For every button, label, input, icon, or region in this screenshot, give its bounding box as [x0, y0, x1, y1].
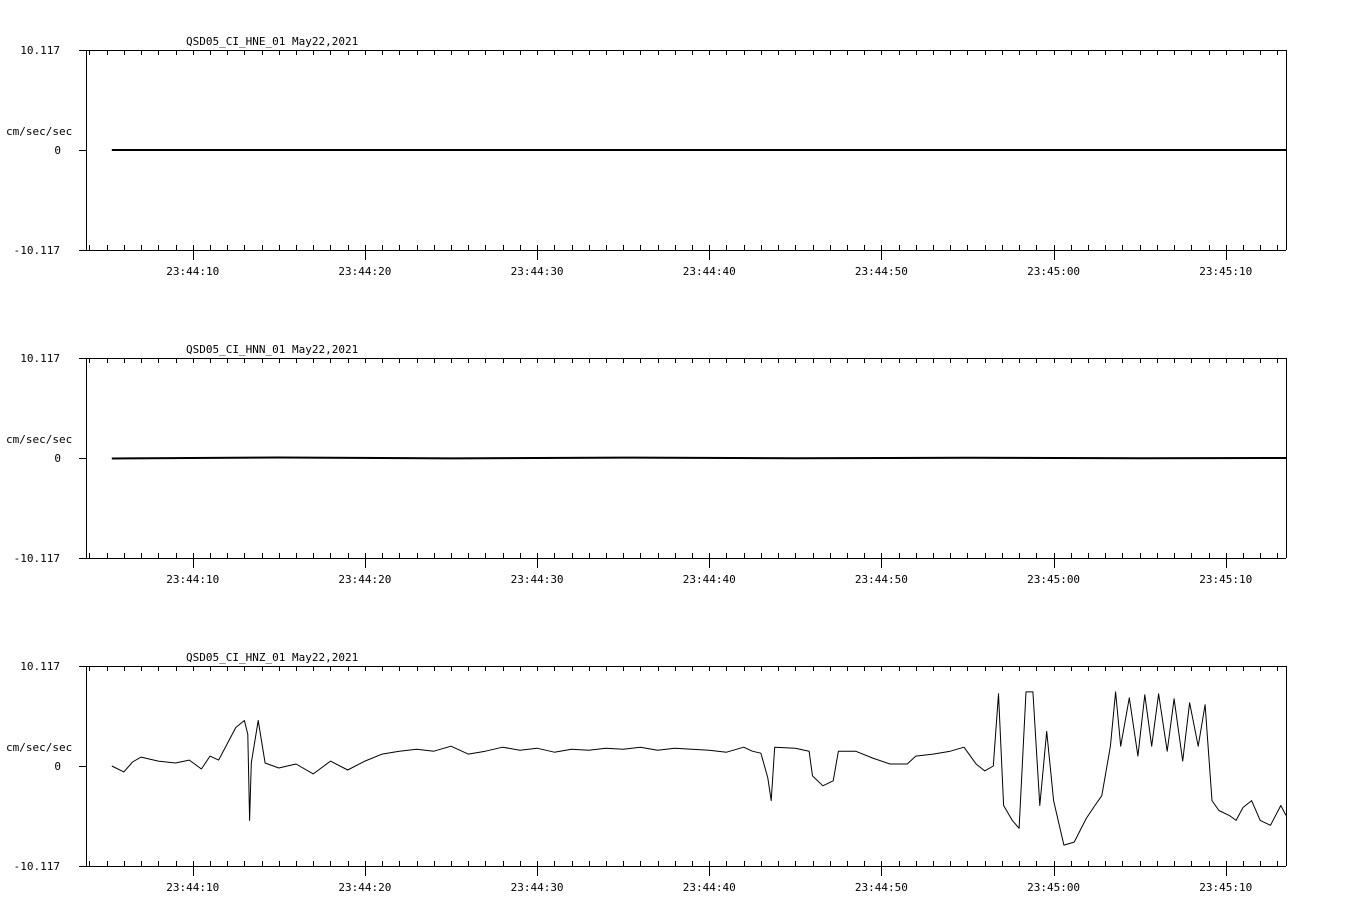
x-tick-label: 23:44:30: [510, 573, 564, 586]
y-tick-label: 0: [54, 452, 61, 465]
waveform-trace: [112, 458, 1286, 459]
x-tick-label: 23:44:30: [510, 265, 564, 278]
y-tick-label: -10.117: [13, 860, 60, 873]
x-tick-label: 23:44:40: [682, 265, 736, 278]
x-tick-label: 23:45:10: [1199, 573, 1253, 586]
x-tick-label: 23:44:10: [166, 265, 220, 278]
x-tick-label: 23:44:50: [854, 573, 908, 586]
x-tick-label: 23:45:10: [1199, 881, 1253, 894]
x-tick-label: 23:45:00: [1027, 265, 1081, 278]
x-tick-label: 23:45:00: [1027, 573, 1081, 586]
y-tick-label: 0: [54, 760, 61, 773]
x-tick-label: 23:44:10: [166, 881, 220, 894]
x-tick-label: 23:44:40: [682, 881, 736, 894]
panel-3: [6, 651, 1358, 894]
x-tick-label: 23:44:20: [338, 881, 392, 894]
y-tick-label: -10.117: [13, 552, 60, 565]
x-tick-label: 23:44:10: [166, 573, 220, 586]
x-tick-label: 23:45:10: [1199, 265, 1253, 278]
y-tick-label: 10.117: [20, 352, 60, 365]
x-tick-label: 23:44:20: [338, 265, 392, 278]
x-tick-label: 23:44:30: [510, 881, 564, 894]
y-tick-label: -10.117: [13, 244, 60, 257]
y-axis-label: cm/sec/sec: [6, 433, 73, 446]
x-tick-label: 23:44:50: [854, 265, 908, 278]
x-tick-label: 23:45:00: [1027, 881, 1081, 894]
waveform-trace: [112, 692, 1286, 845]
panel-title: QSD05_CI_HNN_01 May22,2021: [186, 343, 359, 356]
x-tick-label: 23:44:20: [338, 573, 392, 586]
y-tick-label: 0: [54, 144, 61, 157]
x-tick-label: 23:44:40: [682, 573, 736, 586]
y-axis-label: cm/sec/sec: [6, 741, 73, 754]
x-tick-label: 23:44:50: [854, 881, 908, 894]
y-tick-label: 10.117: [20, 44, 60, 57]
panel-1: [6, 35, 1358, 278]
panel-title: QSD05_CI_HNZ_01 May22,2021: [186, 651, 359, 664]
panel-title: QSD05_CI_HNE_01 May22,2021: [186, 35, 359, 48]
panel-2: [6, 343, 1358, 586]
y-axis-label: cm/sec/sec: [6, 125, 73, 138]
y-tick-label: 10.117: [20, 660, 60, 673]
